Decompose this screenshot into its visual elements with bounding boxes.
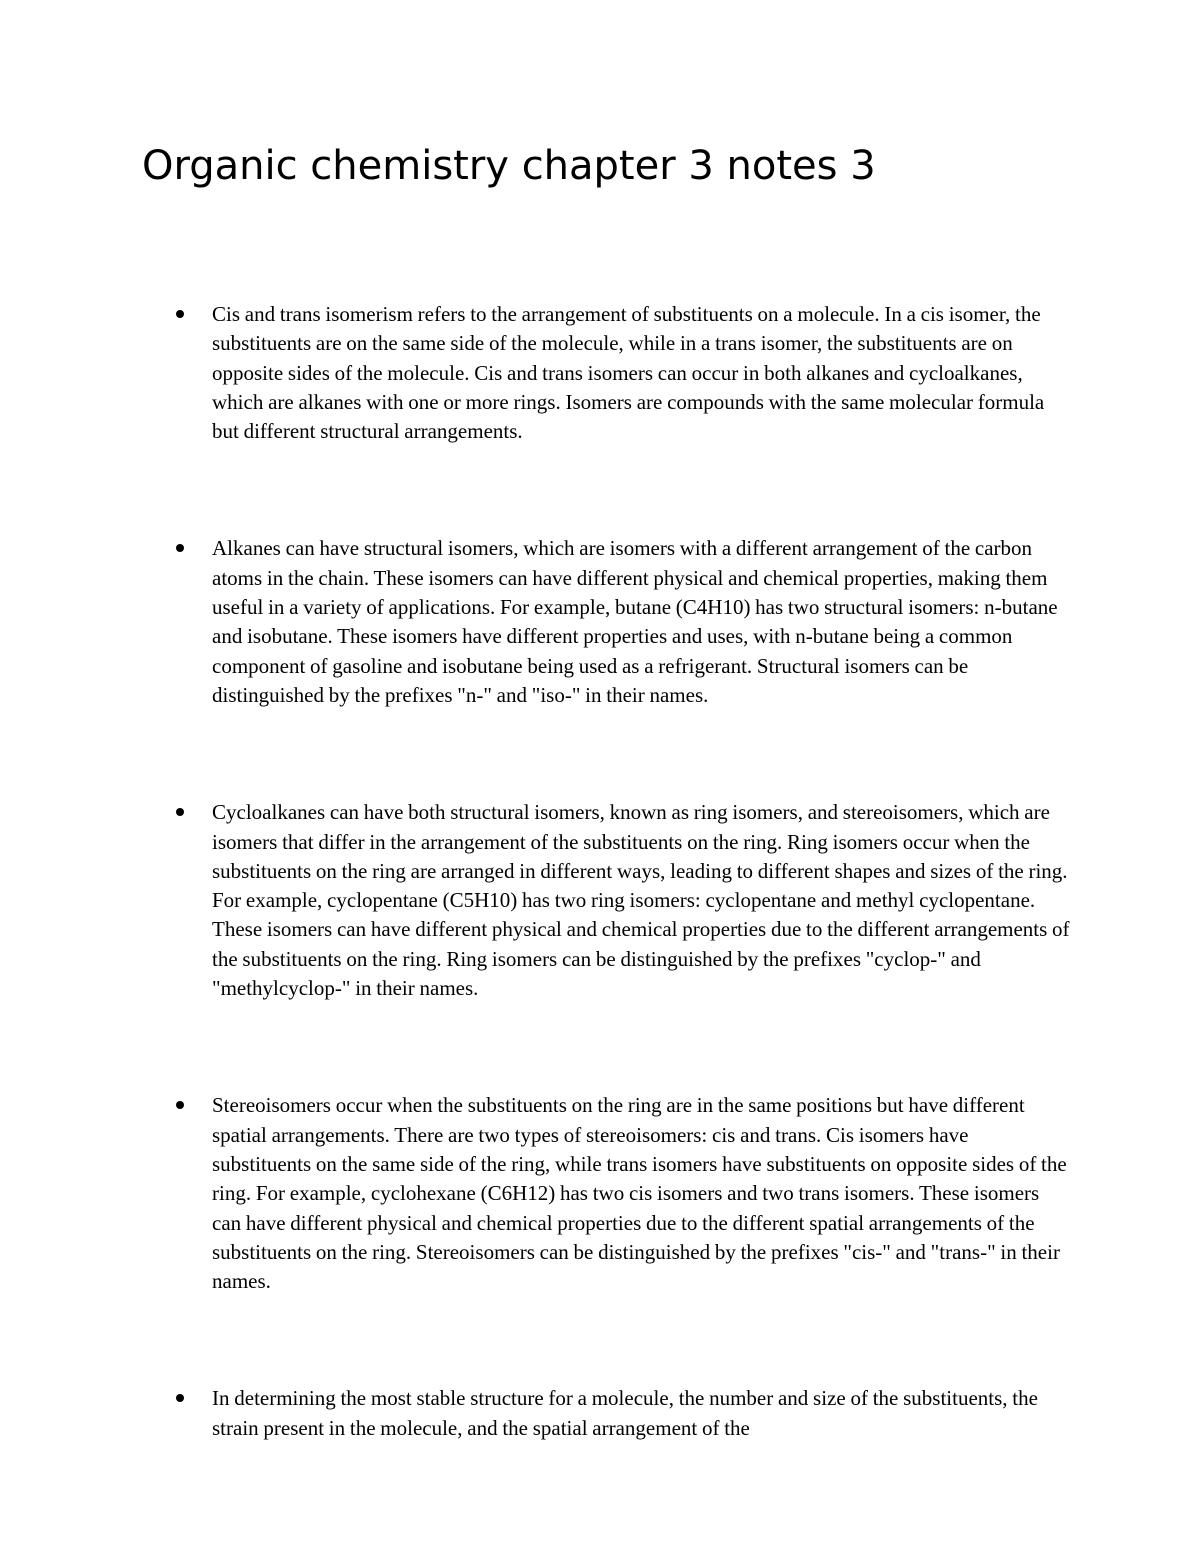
bullet-text: Cycloalkanes can have both structural isomers, known as ring isomers, and stereoisomers, which are isomers that differ in the arrangement of the substituents on the ring. Ring isomers occur when the substituents on the ring are arranged in different ways, leading to different shapes and sizes of the ring. For example, cyclopentane (C5H10) has two ring isomers: cyclopentane and methyl cyclopentane. These isomers can have different physical and chemical properties due to the different arrangements of the substituents on the ring. Ring isomers can be distinguished by the prefixes "cyclop-" and "methylcyclop-" in their names. (212, 800, 1070, 1001)
bullet-text: In determining the most stable structure for a molecule, the number and size of the substituents, the strain present in the molecule, and the spatial arrangement of the (212, 1386, 1038, 1440)
bullet-text: Cis and trans isomerism refers to the arrangement of substituents on a molecule. In a cis isomer, the substituents are on the same side of the molecule, while in a trans isomer, the substituents are on opposite sides of the molecule. Cis and trans isomers can occur in both alkanes and cycloalkanes, which are alkanes with one or more rings. Isomers are compounds with the same molecular formula but different structural arrangements. (212, 302, 1045, 444)
list-item (0, 534, 1070, 710)
list-item (0, 1091, 1070, 1296)
bullet-icon (176, 310, 184, 318)
list-item (0, 798, 1070, 1003)
bullet-icon (176, 808, 184, 816)
bullet-text: Alkanes can have structural isomers, which are isomers with a different arrangement of the carbon atoms in the chain. These isomers can have different physical and chemical properties, making them useful in a variety of applications. For example, butane (C4H10) has two structural isomers: n-butane and isobutane. These isomers have different properties and uses, with n-butane being a common component of gasoline and isobutane being used as a refrigerant. Structural isomers can be distinguished by the prefixes "n-" and "iso-" in their names. (212, 536, 1058, 707)
list-item (0, 1384, 1070, 1443)
bullet-icon (176, 1394, 184, 1402)
bullet-icon (176, 1101, 184, 1109)
bullet-icon (176, 544, 184, 552)
bullet-list (0, 300, 1200, 1531)
page-title: Organic chemistry chapter 3 notes 3 (142, 143, 876, 189)
list-item (0, 300, 1070, 446)
bullet-text: Stereoisomers occur when the substituents on the ring are in the same positions but have different spatial arrangements. There are two types of stereoisomers: cis and trans. Cis isomers have substituents on the same side of the ring, while trans isomers have substituents on opposite sides of the ring. For example, cyclohexane (C6H12) has two cis isomers and two trans isomers. These isomers can have different physical and chemical properties due to the different spatial arrangements of the substituents on the ring. Stereoisomers can be distinguished by the prefixes "cis-" and "trans-" in their names. (212, 1093, 1067, 1294)
